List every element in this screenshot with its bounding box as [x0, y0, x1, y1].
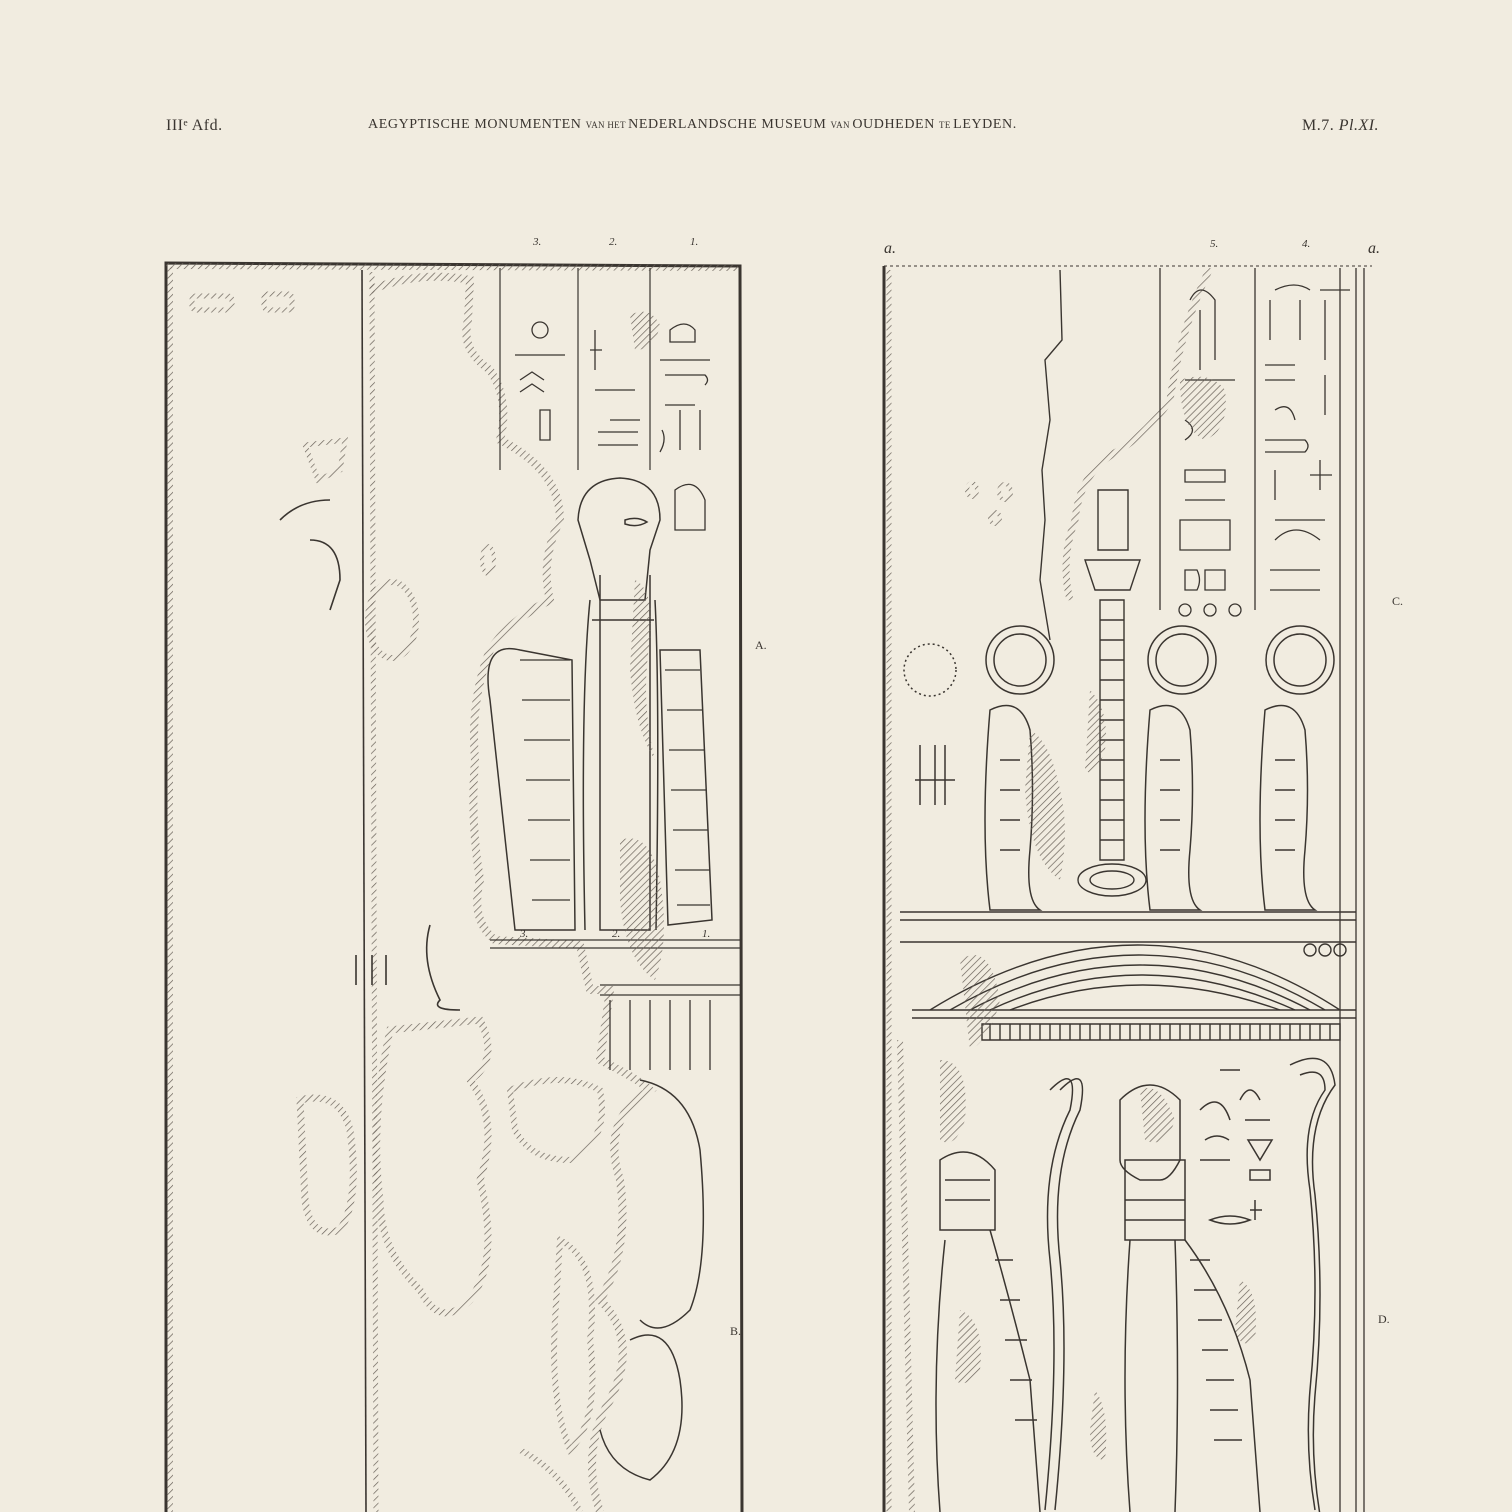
panel-label-b: B.: [730, 1324, 742, 1338]
title-part: NEDERLANDSCHE MUSEUM: [628, 117, 831, 132]
title-part: LEYDEN.: [953, 117, 1017, 132]
edge-mark: a.: [1368, 240, 1380, 257]
left-fragment: [166, 263, 742, 1512]
column-number: 1.: [690, 236, 699, 248]
column-number: 1.: [702, 928, 711, 940]
panel-label-a: A.: [755, 638, 767, 652]
title-part: VAN HET: [585, 120, 629, 130]
title-part: OUDHEDEN: [852, 117, 940, 132]
right-fragment: [884, 266, 1372, 1512]
title-part: TE: [939, 120, 954, 130]
plate-label: Pl.XI.: [1338, 117, 1380, 134]
column-number: 2.: [612, 928, 621, 940]
column-number: 4.: [1302, 238, 1311, 250]
edge-mark: a.: [884, 240, 896, 257]
title-part: VAN: [830, 120, 853, 130]
panel-label-c: C.: [1392, 594, 1404, 608]
plate-prefix: M.7.: [1302, 117, 1339, 134]
column-number: 3.: [520, 928, 529, 940]
title-part: AEGYPTISCHE MONUMENTEN: [368, 117, 586, 132]
column-number: 5.: [1210, 238, 1219, 250]
column-number: 2.: [609, 236, 618, 248]
header-section-label: IIIᵉ Afd.: [166, 117, 223, 134]
column-number: 3.: [533, 236, 542, 248]
panel-label-d: D.: [1378, 1312, 1390, 1326]
